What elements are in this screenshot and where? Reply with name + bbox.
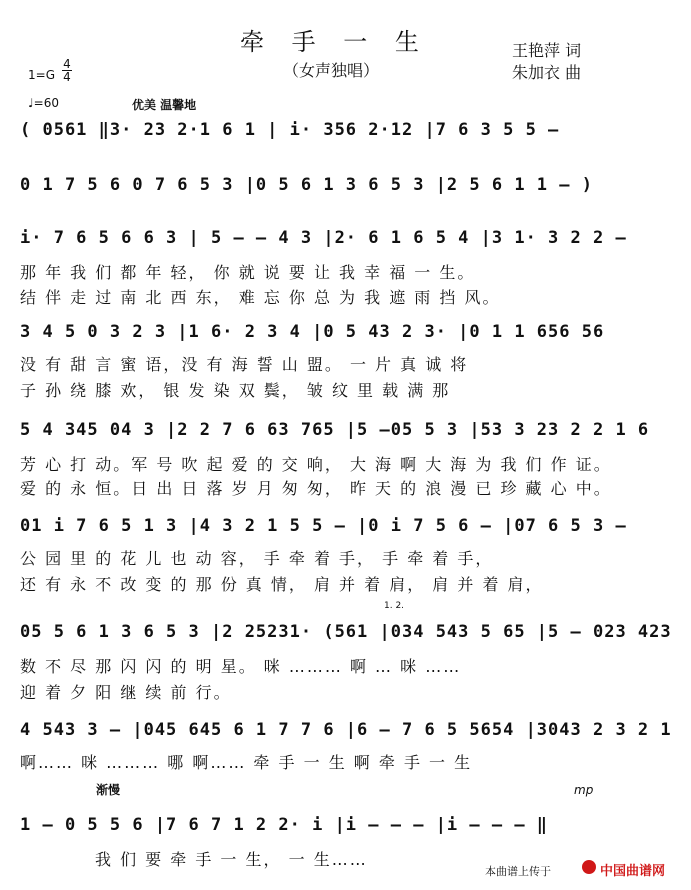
site-brand: 中国曲谱网 bbox=[600, 864, 666, 879]
music-line-4: 3 4 5 0 3 2 3 |1 6· 2 3 4 |0 5 43 2 3· |0 1 1 656 56 bbox=[20, 322, 605, 342]
upload-note: 本曲谱上传于 bbox=[485, 865, 551, 878]
lyrics-5-verse-2: 爱 的 永 恒。日 出 日 落 岁 月 匆 匆， 昨 天 的 浪 漫 已 珍 藏 心 中。 bbox=[20, 479, 612, 498]
lyrics-5-verse-1: 芳 心 打 动。军 号 吹 起 爱 的 交 响， 大 海 啊 大 海 为 我 们 作 证。 bbox=[20, 455, 612, 474]
music-line-1: ( 0561 ‖3· 23 2·1 6 1 | i· 356 2·12 |7 6 3 5 5 – bbox=[20, 120, 560, 140]
music-line-3: i· 7 6 5 6 6 3 | 5 – – 4 3 |2· 6 1 6 5 4 |3 1· 3 2 2 – bbox=[20, 228, 627, 248]
song-subtitle: （女声独唱） bbox=[283, 61, 380, 80]
ritardando-mark: 渐慢 bbox=[96, 783, 121, 797]
composer-credit: 朱加衣 曲 bbox=[512, 63, 582, 82]
meter-bottom: 4 bbox=[63, 70, 71, 84]
lyrics-3-verse-2: 结 伴 走 过 南 北 西 东， 难 忘 你 总 为 我 遮 雨 挡 风。 bbox=[20, 288, 501, 307]
meter-top: 4 bbox=[63, 57, 71, 71]
key-signature: 1=G bbox=[28, 68, 55, 82]
volta-mark: 1. 2. bbox=[384, 601, 405, 611]
tempo-mark: ♩=60 bbox=[28, 96, 59, 110]
lyricist-credit: 王艳萍 词 bbox=[512, 41, 582, 60]
music-line-5: 5 4 345 04 3 |2 2 7 6 63 765 |5 –05 5 3 |53 3 23 2 2 1 6 bbox=[20, 420, 650, 440]
expression-mark: 优美 温馨地 bbox=[132, 98, 197, 112]
music-line-6: 01 i 7 6 5 1 3 |4 3 2 1 5 5 – |0 i 7 5 6 – |07 6 5 3 – bbox=[20, 516, 627, 536]
lyrics-7-verse-2: 迎 着 夕 阳 继 续 前 行。 bbox=[20, 683, 232, 702]
music-line-2: 0 1 7 5 6 0 7 6 5 3 |0 5 6 1 3 6 5 3 |2 5 6 1 1 – ) bbox=[20, 175, 593, 195]
lyrics-6-verse-1: 公 园 里 的 花 儿 也 动 容， 手 牵 着 手， 手 牵 着 手， bbox=[20, 549, 494, 568]
song-title: 牵 手 一 生 bbox=[240, 28, 429, 56]
lyrics-3-verse-1: 那 年 我 们 都 年 轻， 你 就 说 要 让 我 幸 福 一 生。 bbox=[20, 263, 476, 282]
lyrics-4-verse-2: 子 孙 绕 膝 欢， 银 发 染 双 鬓， 皱 纹 里 载 满 那 bbox=[20, 381, 451, 400]
lyrics-7-verse-1: 数 不 尽 那 闪 闪 的 明 星。 咪 ……… 啊 … 咪 …… bbox=[20, 657, 462, 676]
time-signature bbox=[62, 58, 72, 83]
lyrics-9: 我 们 要 牵 手 一 生， 一 生…… bbox=[95, 850, 368, 869]
lyrics-8: 啊…… 咪 ……… 哪 啊…… 牵 手 一 生 啊 牵 手 一 生 bbox=[20, 753, 473, 772]
lyrics-4-verse-1: 没 有 甜 言 蜜 语，没 有 海 誓 山 盟。 一 片 真 诚 将 bbox=[20, 355, 469, 374]
site-logo-icon bbox=[582, 860, 596, 874]
music-line-7: 05 5 6 1 3 6 5 3 |2 25231· (561 |034 543 5 65 |5 – 023 423 bbox=[20, 622, 672, 642]
dynamic-mark: mp bbox=[574, 783, 594, 797]
lyrics-6-verse-2: 还 有 永 不 改 变 的 那 份 真 情， 肩 并 着 肩， 肩 并 着 肩， bbox=[20, 575, 544, 594]
music-line-8: 4 543 3 – |045 645 6 1 7 7 6 |6 – 7 6 5 5654 |3043 2 3 2 1 bbox=[20, 720, 672, 740]
music-line-9: 1 – 0 5 5 6 |7 6 7 1 2 2· i |i – – – |i – – – ‖ bbox=[20, 815, 549, 835]
